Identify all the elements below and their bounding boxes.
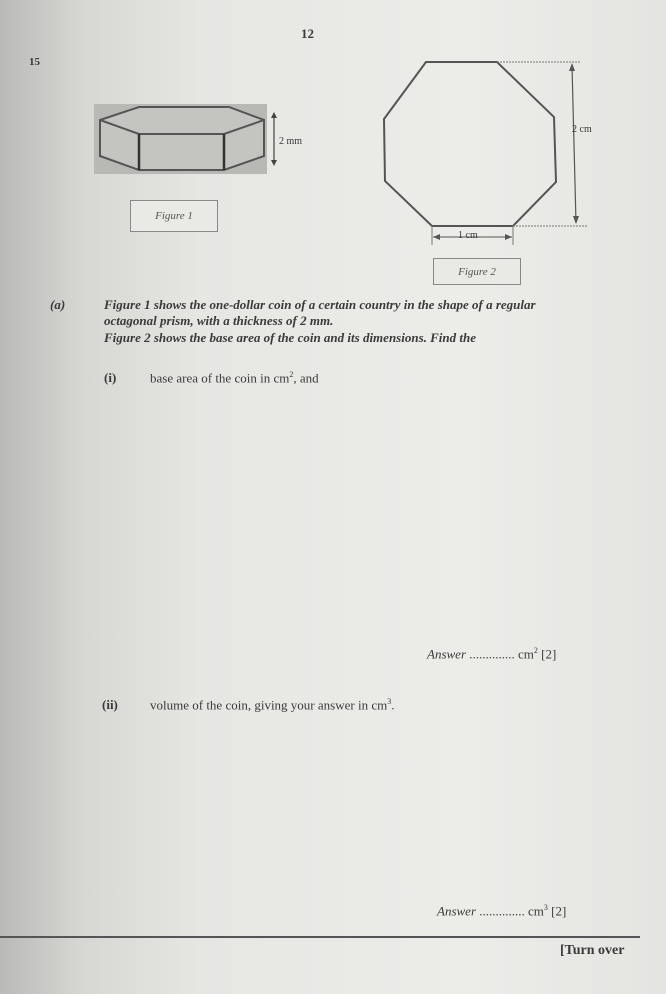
unit-sup: 2 [533, 646, 538, 655]
answer-blank[interactable]: .............. [479, 903, 525, 919]
part-i-text: base area of the coin in cm [150, 370, 290, 386]
part-a-line1: Figure 1 shows the one-dollar coin of a certain country in the shape of a regular [104, 297, 536, 312]
figure1-prism [94, 104, 294, 178]
figure1-caption: Figure 1 [130, 200, 218, 232]
unit: cm [518, 646, 534, 662]
part-a-line3: Figure 2 shows the base area of the coin and its dimensions. Find the [104, 330, 477, 345]
unit-sup: 3 [543, 903, 548, 912]
part-a-line2: octagonal prism, with a thickness of 2 mm. [104, 313, 334, 328]
thickness-label: 2 mm [279, 136, 303, 147]
part-i-suffix: , and [293, 370, 319, 386]
part-ii-question [150, 697, 394, 713]
part-ii-answer-line[interactable] [437, 903, 566, 919]
figure2-caption: Figure 2 [433, 258, 521, 285]
part-i-sup: 2 [289, 370, 294, 379]
answer-blank[interactable]: .............. [469, 646, 515, 662]
part-i-question [150, 370, 319, 386]
part-ii-text: volume of the coin, giving your answer in cm [150, 697, 388, 713]
answer-label: Answer [437, 903, 476, 919]
part-ii-label: (ii) [102, 697, 118, 712]
height-label: 2 cm [572, 124, 592, 135]
footer-rule [0, 936, 640, 938]
figure2-octagon [370, 55, 600, 250]
part-i-label: (i) [104, 370, 117, 385]
marks: [2] [551, 903, 567, 919]
part-ii-suffix: . [391, 697, 395, 713]
marks: [2] [541, 646, 557, 662]
question-number: 15 [29, 56, 40, 68]
part-ii-sup: 3 [387, 697, 392, 706]
answer-label: Answer [427, 646, 466, 662]
side-label: 1 cm [458, 230, 478, 241]
unit: cm [528, 903, 544, 919]
part-a-label: (a) [50, 297, 66, 312]
turn-over: [Turn over [560, 943, 625, 958]
page-number: 12 [301, 26, 314, 41]
part-i-answer-line[interactable] [427, 646, 556, 662]
